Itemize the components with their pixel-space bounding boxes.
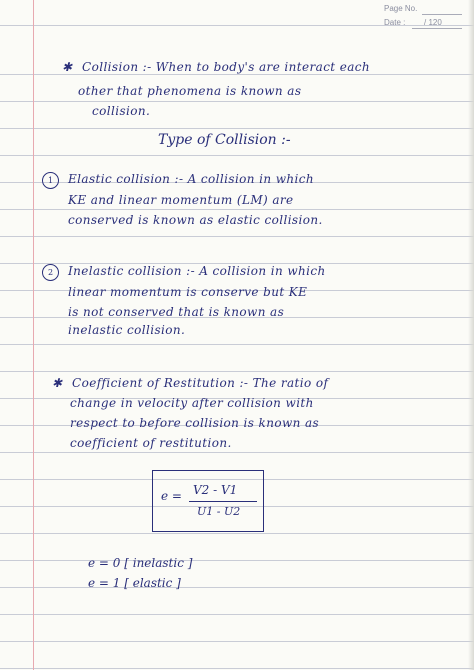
condition-inelastic: e = 0 [ inelastic ] — [88, 556, 193, 570]
star-bullet: ✱ — [62, 60, 73, 74]
elastic-line-2: KE and linear momentum (LM) are — [68, 193, 294, 207]
star-bullet-2: ✱ — [52, 376, 63, 390]
page-no-line — [422, 14, 462, 15]
elastic-line-1: Elastic collision :- A collision in which — [68, 172, 315, 186]
number-circle-1: 1 — [42, 172, 59, 189]
elastic-line-3: conserved is known as elastic collision. — [68, 213, 323, 227]
page-no-label: Page No. — [384, 4, 418, 13]
date-value: / 120 — [424, 18, 442, 27]
collision-def-line-1: Collision :- When to body's are interact each — [82, 60, 371, 74]
formula-lhs: e = — [161, 489, 182, 503]
restitution-line-4: coefficient of restitution. — [70, 436, 232, 450]
formula-numerator: V2 - V1 — [193, 483, 238, 497]
collision-def-line-2: other that phenomena is known as — [78, 84, 302, 98]
inelastic-line-1: Inelastic collision :- A collision in which — [68, 264, 326, 278]
number-circle-2: 2 — [42, 264, 59, 281]
page-header — [344, 2, 464, 32]
condition-elastic: e = 1 [ elastic ] — [88, 576, 181, 590]
date-label: Date : — [384, 18, 406, 27]
formula-denominator: U1 - U2 — [197, 505, 241, 518]
inelastic-line-4: inelastic collision. — [68, 323, 186, 337]
formula-box — [152, 470, 264, 532]
inelastic-line-3: is not conserved that is known as — [68, 305, 285, 319]
date-line — [412, 28, 462, 29]
page-edge-shadow — [468, 0, 474, 670]
restitution-line-1: Coefficient of Restitution :- The ratio of — [72, 376, 329, 390]
types-heading: Type of Collision :- — [158, 132, 291, 148]
inelastic-line-2: linear momentum is conserve but KE — [68, 285, 308, 299]
restitution-line-2: change in velocity after collision with — [70, 396, 314, 410]
collision-def-line-3: collision. — [92, 104, 151, 118]
restitution-line-3: respect to before collision is known as — [70, 416, 320, 430]
fraction-bar — [189, 501, 257, 502]
